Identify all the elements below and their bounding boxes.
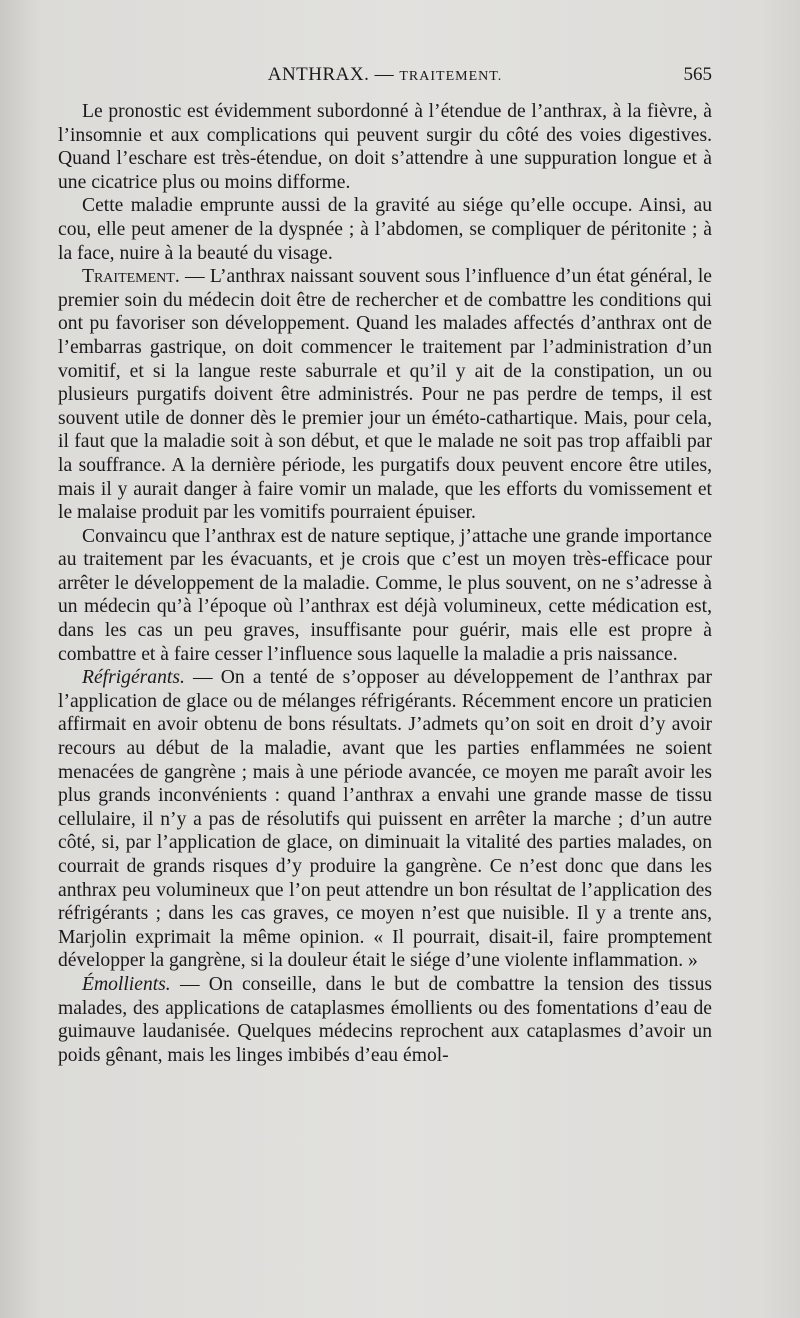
section-heading-emollients: Émollients.: [82, 973, 171, 995]
paragraph-traitement: [58, 265, 712, 525]
body-text: [58, 100, 712, 1067]
running-title: [58, 64, 712, 86]
paragraph-refrigerants: [58, 666, 712, 973]
paragraph-text: Convaincu que l’anthrax est de nature septique, j’attache une grande importance au traitement par les évacuants, et je crois que c’est un moyen très-efficace pour arrêter le développement de la maladie. Comme, le plus souvent, on ne s’adresse à un médecin qu’à l’époque où l’anthrax est déjà volumineux, cette médication est, dans les cas un peu graves, insuffisante pour guérir, mais elle est propre à combattre et à faire cesser l’influence sous laquelle la maladie a pris naissance.: [58, 525, 712, 665]
header-subtitle: TRAITEMENT.: [399, 69, 503, 84]
section-heading-refrigerants: Réfrigérants.: [82, 667, 185, 689]
paragraph-text: Le pronostic est évidemment subordonné à l’étendue de l’anthrax, à la fièvre, à l’insomnie et aux complications qui peuvent surgir du côté des voies digestives. Quand l’eschare est très-étendue, on doit s’attendre à une suppuration longue et à une cicatrice plus ou moins difforme.: [58, 101, 712, 193]
paragraph-text: — L’anthrax naissant souvent sous l’influence d’un état général, le premier soin du médecin doit être de rechercher et de combattre les conditions qui ont pu favoriser son développement. Quand les malades affectés d’anthrax ont de l’embarras gastrique, on doit commencer le traitement par l’administration d’un vomitif, et si la langue reste saburrale et qu’il y ait de la constipation, un ou plusieurs purgatifs doivent être administrés. Pour ne pas perdre de temps, il est souvent utile de donner dès le premier jour un éméto-cathartique. Mais, pour cela, il faut que la maladie soit à son début, et que le malade ne soit pas trop affaibli par la souffrance. A la dernière période, les purgatifs doux peuvent encore être utiles, mais il y aurait danger à faire vomir un malade, que les efforts du vomissement et le malaise produit par les vomitifs pourraient épuiser.: [58, 266, 712, 524]
paragraph-text: Cette maladie emprunte aussi de la gravité au siége qu’elle occupe. Ainsi, au cou, elle peut amener de la dyspnée ; à l’abdomen, se compliquer de péritonite ; à la face, nuire à la beauté du visage.: [58, 195, 712, 264]
paragraph-evacuants: [58, 525, 712, 667]
page-number: 565: [683, 64, 712, 85]
paragraph-text: — On conseille, dans le but de combattre la tension des tissus malades, des applications de cataplasmes émollients ou des fomentations d’eau de guimauve laudanisée. Quelques médecins reprochent aux cataplasmes d’avoir un poids gênant, mais les linges imbibés d’eau émol-: [58, 973, 712, 1066]
header-title: ANTHRAX.: [267, 64, 370, 85]
paragraph-emollients: [58, 973, 712, 1067]
section-heading-traitement: Traitement.: [82, 266, 180, 288]
running-header: [58, 64, 712, 94]
paragraph-pronostic: [58, 100, 712, 194]
header-dash: —: [374, 64, 395, 85]
paragraph-text: — On a tenté de s’opposer au développement de l’anthrax par l’application de glace ou de mélanges réfrigérants. Récemment encore un praticien affirmait en avoir obtenu de bons résultats. J’admets qu’on soit en droit d’y avoir recours au début de la maladie, avant que les parties enflammées ne soient menacées de gangrène ; mais à une période avancée, ce moyen me paraît avoir les plus grands inconvénients : quand l’anthrax a envahi une grande masse de tissu cellulaire, il n’y a pas de résolutifs qui puissent en arrêter la marche ; d’un autre côté, si, par l’application de glace, on diminuait la vitalité des parties malades, on courrait de grands risques d’y produire la gangrène. Ce n’est donc que dans les anthrax peu volumineux que l’on peut attendre un bon résultat de l’application des réfrigérants ; dans les cas graves, ce moyen n’est que nuisible. Il y a trente ans, Marjolin exprimait la même opinion. « Il pourrait, disait-il, faire promptement développer la gangrène, si la douleur était le siége d’une violente inflammation. »: [58, 667, 712, 972]
paragraph-gravite: [58, 194, 712, 265]
